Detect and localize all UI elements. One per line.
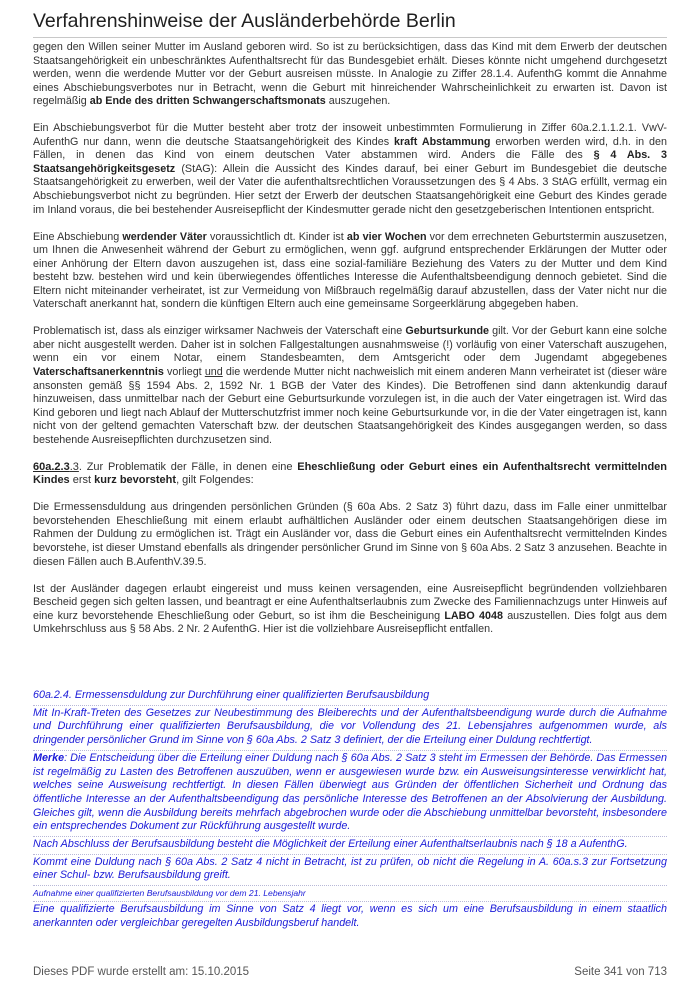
paragraph-4: Problematisch ist, dass als einziger wirksamer Nachweis der Vaterschaft eine Geburtsurkunde gilt. Vor der Geburt kann eine solche aber nicht ausgestellt werden. Daher ist in solchen Fallgestaltungen ausnahmsweise (!) vorläufig von einer Vaterschaft auszugehen, wenn ein vor einem Notar, einem Standesbeamten, dem Amtsgericht oder dem Jugendamt abgegebenes Vaterschaftsanerkenntnis vorliegt und die werdende Mutter nicht nachweislich mit einem anderen Mann verheiratet ist (dieser wäre ansonsten gemäß §§ 1594 Abs. 2, 1592 Nr. 1 BGB der Vater des Kindes). Die Betroffenen sind dann aktenkundig darauf hinzuweisen, dass unmittelbar nach der Geburt eine Geburtsurkunde vorzulegen ist, in die auch der Vater eingetragen ist. Wird das Kind geboren und liegt nach Ablauf der Mutterschutzfrist immer noch keine Geburtsurkunde vor, in die der Vater eingetragen ist, kann nicht von der geltend gemachten Vaterschaft bzw. der deutschen Staatsangehörigkeit des Kindes ausgegangen werden, so dass bestehende Ausreisepflichten durchzusetzen sind. [33, 325, 667, 446]
paragraph-3: Eine Abschiebung werdender Väter voraussichtlich dt. Kinder ist ab vier Wochen vor dem errechneten Geburtstermin auszusetzen, um Ihnen die Anwesenheit während der Geburt zu ermöglichen, wenn ggf. aufgrund entsprechender Erklärungen der Mutter oder einer Anhörung der Eltern davon auszugehen ist, dass eine sozial-familiäre Beziehung des Vaters zu der Mutter und dem Kind besteht bzw. bestehen wird und kein überwiegendes öffentliches Interesse die Aufenthaltsbeendigung dennoch gebietet. Sind die Eltern nicht miteinander verheiratet, ist zur Vermeidung von Mißbrauch regelmäßig darauf abzustellen, dass der Vater nicht nur die Vaterschaft anerkannt hat, sondern die künftigen Eltern auch eine gemeinsame Sorgeerklärung abgegeben haben. [33, 230, 667, 311]
paragraph-5: 60a.2.3.3. Zur Problematik der Fälle, in denen eine Eheschließung oder Geburt eines ein Aufenthaltsrecht vermittelnden Kindes erst kurz bevorsteht, gilt Folgendes: [33, 460, 668, 487]
dotted-separator [33, 901, 667, 902]
paragraph-7: Ist der Ausländer dagegen erlaubt eingereist und muss keinen versagenden, eine Ausreisepflicht begründenden vollziehbaren Bescheid gegen sich gelten lassen, und beantragt er eine Aufenthaltserlaubnis zum Zwecke des Familiennachzugs unter Hinweis auf eine kurz bevorstehende Eheschließung oder Geburt, so ist ihm die Bescheinigung LABO 4048 auszustellen. Dies folgt aus dem Umkehrschluss aus § 58 Abs. 2 Nr. 2 AufenthG. Hier ist die vollziehbare Ausreisepflicht entfallen. [33, 582, 668, 636]
amendment-block [33, 689, 667, 932]
amendment-paragraph-3: Kommt eine Duldung nach § 60a Abs. 2 Satz 4 nicht in Betracht, ist zu prüfen, ob nicht die Regelung in A. 60a.s.3 zur Fortsetzung einer Schul- bzw. Berufsausbildung greift. [33, 855, 667, 882]
amendment-heading: 60a.2.4. Ermessensduldung zur Durchführung einer qualifizierten Berufsausbildung [33, 689, 430, 701]
merke-paragraph: Merke: Die Entscheidung über die Erteilung einer Duldung nach § 60a Abs. 2 Satz 3 steht im Ermessen der Behörde. Das Ermessen ist regelmäßig zu Lasten des Betroffenen auszuüben, wenn er ausgewiesen wurde bzw. ein Ausweisungsinteresse verwirklicht hat, welches seine Ausweisung rechtfertigt. In diesen Fällen überwiegt aus Gründen der öffentlichen Sicherheit und Ordnung das öffentliche Interesse an der Aufenthaltsbeendigung das persönliche Interesse des Betroffenen an der Absolvierung der Ausbildung. Gleiches gilt, wenn die Ausbildung bereits mehrfach abgebrochen wurde oder die Abschiebung unmittelbar bevorsteht, insbesondere ein entsprechendes Dokument zur Rückführung ausgestellt wurde. [33, 751, 667, 833]
amendment-paragraph-2: Nach Abschluss der Berufsausbildung besteht die Möglichkeit der Erteilung einer Aufenthaltserlaubnis nach § 18 a AufenthG. [33, 838, 628, 851]
page-title: Verfahrenshinweise der Ausländerbehörde Berlin [33, 10, 456, 32]
paragraph-6: Die Ermessensduldung aus dringenden persönlichen Gründen (§ 60a Abs. 2 Satz 3) führt dazu, dass im Falle einer unmittelbar bevorstehenden Eheschließung mit einem erlaubt aufhältlichen Ausländer oder einem deutschen Staatsangehörigen diese im Rahmen der Duldung zu ermöglichen ist. Trägt ein Ausländer vor, dass die Geburt eines ein Aufenthaltsrecht vermittelnden Kindes bevorstehe, ist dieser Umstand ebenfalls als dringender persönlicher Grund im Sinne von § 60a Abs. 2 Satz 3 anzusehen. Beachte in diesen Fällen auch B.AufenthV.39.5. [33, 501, 667, 568]
paragraph-2: Ein Abschiebungsverbot für die Mutter besteht aber trotz der insoweit unbestimmten Formulierung in Ziffer 60a.2.1.1.2.1. VwV-AufenthG nur dann, wenn die deutsche Staatsangehörigkeit des Kindes kraft Abstammung erworben werden wird, d.h. in den Fällen, in denen das Kind von einem deutschen Vater abstammen wird. Anders die Fälle des § 4 Abs. 3 Staatsangehörigkeitsgesetz (StAG): Allein die Aussicht des Kindes darauf, bei einer Geburt im Bundesgebiet die deutsche Staatsangehörigkeit zu erwerben, weil der Vater die aufenthaltsrechtlichen Voraussetzungen des § 4 Abs. 3 StAG erfüllt, vermag ein Abschiebungsverbot nicht zu begründen. Hier setzt der Erwerb der deutschen Staatsangehörigkeit eine Geburt des Kindes gerade im Inland voraus, die bei bestehender Ausreisepflicht der Kindesmutter gerade nicht den gesetzgeberischen Intentionen entspricht. [33, 122, 667, 216]
section-number: 60a.2.3 [33, 460, 70, 473]
amendment-paragraph-4: Eine qualifizierte Berufsausbildung im Sinne von Satz 4 liegt vor, wenn es sich um eine Berufsausbildung in einem staatlich anerkannten oder vergleichbar geregelten Ausbildungsberuf handelt. [33, 903, 667, 929]
footer-page-number: Seite 341 von 713 [574, 966, 667, 978]
footer-created-date: Dieses PDF wurde erstellt am: 15.10.2015 [33, 966, 250, 978]
amendment-subheading: Aufnahme einer qualifizierten Berufsausbildung vor dem 21. Lebensjahr [33, 888, 306, 899]
dotted-separator [33, 750, 667, 751]
dotted-separator [33, 885, 667, 886]
paragraph-1: gegen den Willen seiner Mutter im Ausland geboren wird. So ist zu berücksichtigen, dass das Kind mit dem Erwerb der deutschen Staatsangehörigkeit ein unbeschränktes Aufenthaltsrecht für das Bundesgebiet erhält. Dieses könnte nicht umgehend durchgesetzt werden, wenn die werdende Mutter vor der Geburt ausreisen müsste. In Analogie zu Ziffer 28.1.4. AufenthG kommt die Annahme eines Abschiebungsverbotes nur in Betracht, wenn die Geburt mit hinreichender Wahrscheinlichkeit zu erwarten ist. Davon ist regelmäßig ab Ende des dritten Schwangerschaftsmonats auszugehen. [33, 41, 667, 108]
dotted-separator [33, 705, 667, 706]
merke-label: Merke [33, 751, 65, 764]
header-divider [33, 37, 667, 38]
underlined-und: und [204, 365, 223, 378]
dotted-separator [33, 836, 667, 837]
dotted-separator [33, 854, 667, 855]
amendment-paragraph-1: Mit In-Kraft-Treten des Gesetzes zur Neubestimmung des Bleiberechts und der Aufenthaltsbeendigung wurde durch die Aufnahme und Durchführung einer qualifizierten Berufsausbildung, die vor Vollendung des 21. Lebensjahres aufgenommen wurde, als dringender persönlicher Grund im Sinne von § 60a Abs. 2 Satz 3 definiert, der die Erteilung einer Duldung rechtfertigt. [33, 706, 667, 747]
main-content [33, 41, 667, 637]
